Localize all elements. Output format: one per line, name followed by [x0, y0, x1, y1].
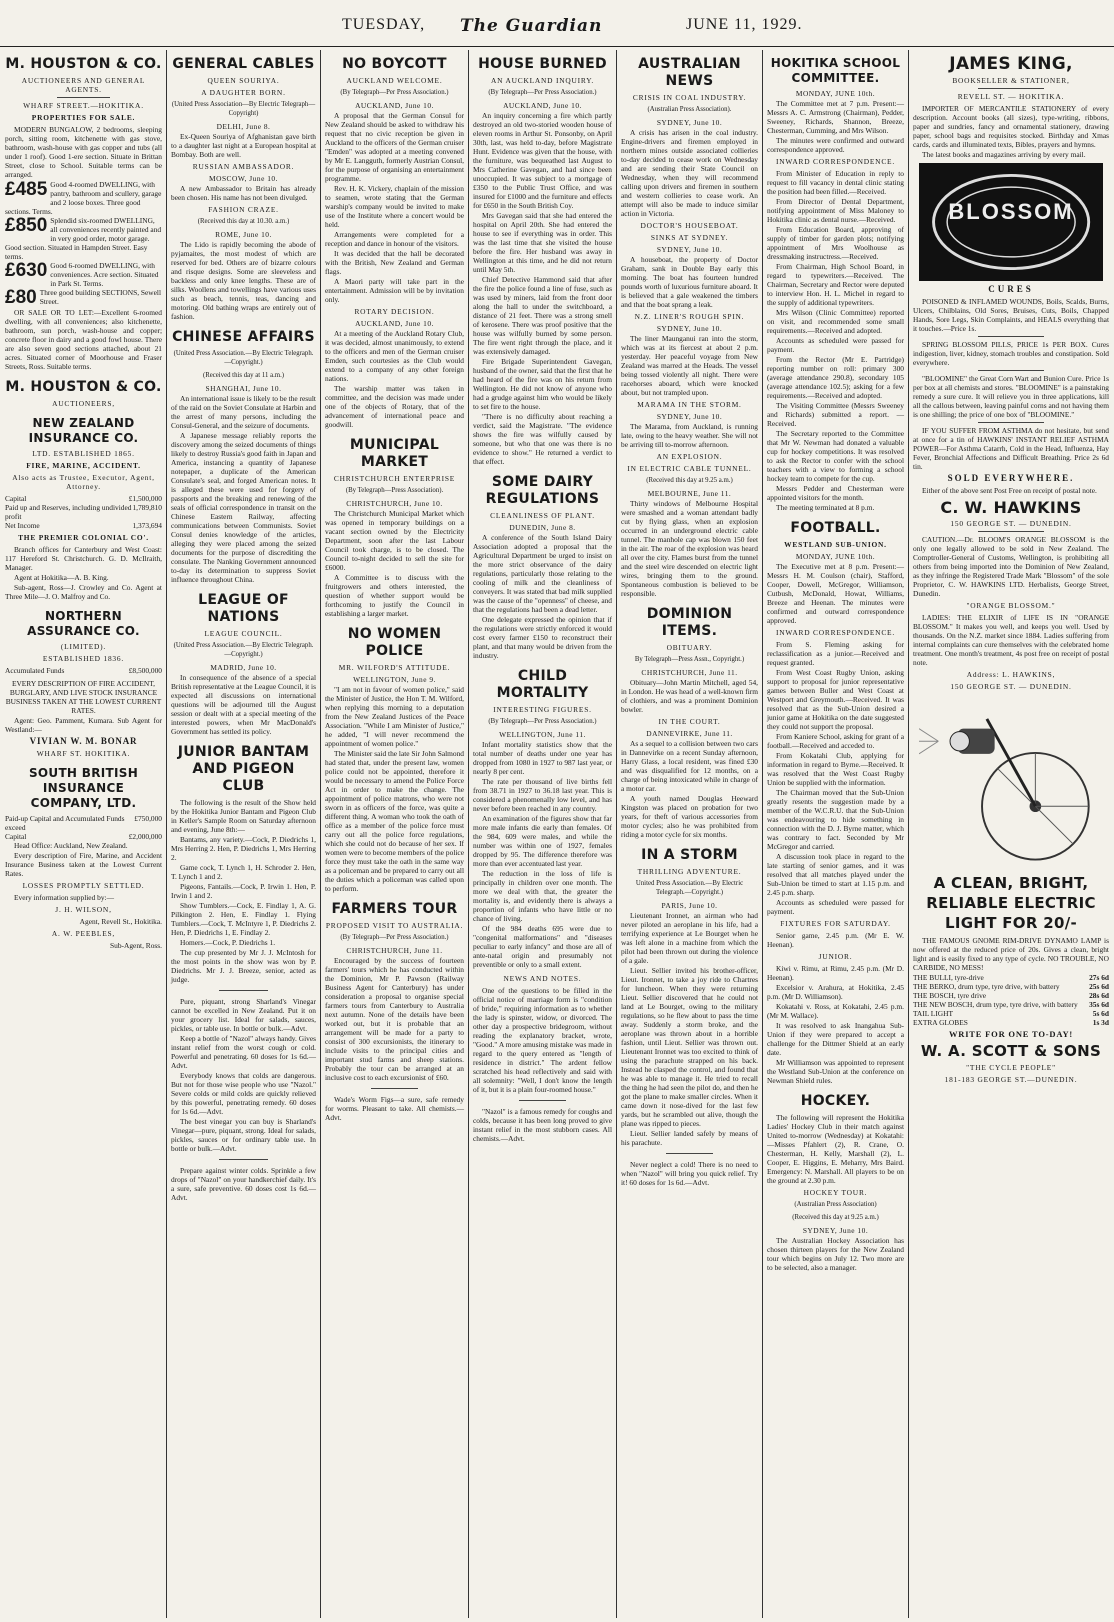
article-paragraph: Obituary—John Martin Mitchell, aged 54, in London. He was head of a well-known firm of clothiers, and was a prominent Dominion bowler.: [621, 678, 758, 714]
article-subheading: RUSSIAN AMBASSADOR.: [192, 162, 295, 171]
article-paragraph: As a sequel to a collision between two cars in Dannevirke on a recent Sunday afternoon, Harry Glass, a local resident, was fined £30 and was disqualified for 12 months, on a charge of being intoxicated while in charge of a motor car.: [621, 739, 758, 793]
credit-line: (Received this day at 9.25 a.m.): [646, 477, 733, 484]
property-price: £80: [5, 287, 37, 308]
price-row: THE BERKO, drum type, tyre drive, with battery 25s 6d: [913, 982, 1109, 991]
advert-paragraph: IMPORTER OF MERCANTILE STATIONERY of every description. Account books (all sizes), type-writing, ribbons, paper and sundries, fancy and ornamental stationery, drawing paper, school bags and requisites stocked. Birthday and Xmas cards, cards and illuminated texts, Bibles, prayers and hymns.: [913, 104, 1109, 149]
dateline: WELLINGTON, June 11.: [499, 730, 586, 739]
article-heading: DOMINION ITEMS.: [646, 606, 733, 639]
article-paragraph: A youth named Douglas Heeward Kingston was placed on probation for two years, for theft of various accessories from motor cycles; also he was prohibited from riding a motor cycle for six months.: [621, 794, 758, 839]
dateline: SHANGHAI, June 10.: [205, 384, 282, 393]
scott-tagline: "THE CYCLE PEOPLE": [966, 1063, 1056, 1072]
advert-paragraph: "Nazol" is a famous remedy for coughs and colds, because it has been long proved to give instant relief in the most stubborn cases. All chemists.—Advt.: [473, 1107, 612, 1143]
article-paragraph: At a meeting of the Auckland Rotary Club, it was decided, almost unanimously, to extend to the officers and men of the German cruiser Emden, such courtesies as the Club would extend to a company of any other foreign nations.: [325, 329, 464, 383]
credit-line: (By Telegraph—Per Press Association.): [340, 89, 449, 96]
advert-paragraph: THE FAMOUS GNOME RIM-DRIVE DYNAMO LAMP is now offered at the reduced price of 20s. Gives a clean, bright light and is easily fixed to any type of cycle. NO TROUBLE, NO CARBIDE, NO MESS!: [913, 936, 1109, 972]
article-subheading: LEAGUE COUNCIL.: [204, 629, 283, 638]
article-paragraph: Mr Williamson was appointed to represent the Westland Sub-Union at the conference on Newman Shield rules.: [767, 1058, 904, 1085]
article-paragraph: Messrs Pedder and Chesterman were appointed visitors for the month.: [767, 484, 904, 502]
article-heading: NO BOYCOTT: [342, 56, 447, 72]
article-paragraph: Kokatahi v. Ross, at Kokatahi, 2.45 p.m. (Mr M. Wallace).: [767, 1002, 904, 1020]
credit-line: (Australian Press Association).: [647, 106, 732, 113]
column-3: [322, 52, 467, 1617]
article-subheading: WESTLAND SUB-UNION.: [784, 540, 887, 549]
hawkins-contact: Address: L. HAWKINS,: [966, 670, 1056, 679]
orange-blossom-title: "ORANGE BLOSSOM.": [966, 601, 1056, 610]
northern-assurance-heading: NORTHERN ASSURANCE CO.: [27, 609, 140, 638]
finance-row: Paid-up Capital and Accumulated Funds exceed £750,000: [5, 814, 162, 832]
article-paragraph: Infant mortality statistics show that the total number of deaths under one year has dropped from 1080 in 1927 to 987 last year, or nearly 8 per cent.: [473, 740, 612, 776]
dateline: DELHI, June 8.: [216, 122, 271, 131]
advert-paragraph: Never neglect a cold! There is no need to when "Nazol" will bring you quick relief. Try it! 60 doses for 1s 6d.—Advt.: [621, 1160, 758, 1187]
article-subheading: THRILLING ADVENTURE.: [637, 867, 742, 876]
article-paragraph: A discussion took place in regard to the late starting of senior games, and it was resolved that all matches played under the Sub-Union be timed to start at 1.15 p.m. and 2.45 p.m. sharp.: [767, 852, 904, 897]
credit-line: (Received this day at 11 a.m.): [202, 372, 285, 379]
scott-heading: W. A. SCOTT & SONS: [920, 1042, 1102, 1060]
nz-insurance-lines: FIRE, MARINE, ACCIDENT.: [26, 461, 141, 470]
article-subheading: MR. WILFORD'S ATTITUDE.: [338, 663, 451, 672]
king-trade: BOOKSELLER & STATIONER,: [952, 76, 1070, 85]
article-paragraph: An inquiry concerning a fire which partly destroyed an old two-storied wooden house of eleven rooms in Arthur St. Ponsonby, on April 30th, last, was held to-day, before Magistrate Hunt. Evidence was given that the house, with the furniture, was bequeathed last August to Mrs Catherine Gavegan, and had since been unoccupied. It was subject to a mortgage of £350 to the Public Trust Office, and was insured for £1000 and the furniture and effects for £650 in the South British Coy.: [473, 111, 612, 210]
article-subheading: INWARD CORRESPONDENCE.: [775, 157, 896, 166]
blossom-logo: [919, 163, 1103, 281]
article-paragraph: Encouraged by the success of fourteen farmers' tours which he has conducted within the Dominion, Mr P. Pawson (Railway Business Agent for Canterbury) has under consideration a proposal to organise special farmers tours from Canterbury to Australia next autumn. None of the details have been worked out, but it is probable that an arrangement will be made for a party to consist of 300 excursionists, the itinerary to include visits to the principal cities and important stud farms and sheep stations. Probably the tour can be arranged at an inclusive cost to each excursionist of £60.: [325, 956, 464, 1082]
article-paragraph: From S. Fleming asking for reclassification as a junior.—Received and request granted.: [767, 640, 904, 667]
article-paragraph: Kiwi v. Rimu, at Rimu, 2.45 p.m. (Mr D. Heenan).: [767, 964, 904, 982]
article-heading: FOOTBALL.: [790, 520, 881, 536]
houston-heading: M. HOUSTON & CO.: [5, 379, 162, 395]
advert-paragraph: SPRING BLOSSOM PILLS, PRICE 1s PER BOX. Cures indigestion, liver, kidney, stomach troubles and constipation. Sold everywhere.: [913, 340, 1109, 367]
electric-light-heading: A CLEAN, BRIGHT, RELIABLE ELECTRIC LIGHT FOR 20/-: [926, 874, 1096, 932]
article-subheading: HOCKEY TOUR.: [803, 1188, 868, 1197]
article-paragraph: From Education Board, approving of supply of timber for garden plots; notifying appointment of Mrs Woolhouse as dressmaking instructress.—Received.: [767, 225, 904, 261]
article-heading: NO WOMEN POLICE: [347, 626, 442, 659]
article-subheading: FASHION CRAZE.: [208, 205, 279, 214]
dateline: MOSCOW, June 10.: [209, 174, 278, 183]
houston-subtitle: AUCTIONEERS AND GENERAL AGENTS.: [21, 76, 146, 94]
property-listing: MODERN BUNGALOW, 2 bedrooms, sleeping porch, sitting room, kitchenette with gas stove, bathroom, wash-house with gas copper and tubs (all under 1 roof). Good 1-ere section. Situate in Brittan Street, close to School. Suitable terms can be arranged.: [5, 125, 162, 179]
article-paragraph: Thirty windows of Melbourne Hospital were smashed and a woman attendant badly cut by flying glass, when an explosion occurred in an underground electric cable tunnel. The manhole cap was blown 150 feet in the air. The roar of the explosion was heard all over the city. Flames burst from the tunnel and the steel wire descended on electric light wires, bringing them to the ground. Spontaneous combustion is believed to be responsible.: [621, 499, 758, 598]
credit-line: United Press Association.—By Electric Telegraph.—Copyright.): [635, 880, 744, 896]
article-heading: IN A STORM: [641, 847, 738, 863]
article-subheading: FIXTURES FOR SATURDAY.: [780, 919, 891, 928]
article-paragraph: Fire Brigade Superintendent Gavegan, husband of the owner, said that the first that he had heard of the fire was on his return from Wellington. He did not know of anyone who had a grudge against him who would be likely to set fire to the house.: [473, 357, 612, 411]
article-paragraph: Of the 984 deaths 695 were due to "congenital malformations" and "diseases peculiar to early infancy" and those are all of ante-natal origin and presumably not preventible or only to a small extent.: [473, 924, 612, 969]
article-paragraph: The Christchurch Municipal Market which was opened in temporary buildings on a vacant section owned by the Electricity Department, soon after the last Labour Council took charge, is to be closed. The Council to-night decided to sell the site for £6000.: [325, 509, 464, 572]
advert-paragraph: POISONED & INFLAMED WOUNDS, Boils, Scalds, Burns, Ulcers, Chilblains, Old Sores, Bruises, Cuts, Boils, Chapped Hands, Sore Legs, Skin Complaints, and HEALS everything that it touches.—Price 1s.: [913, 297, 1109, 333]
article-paragraph: The rate per thousand of live births fell from 38.71 in 1927 to 36.18 last year. This is considered a phenomenally low level, and has never before been reached in any country.: [473, 777, 612, 813]
dateline: CHRISTCHURCH, June 11.: [346, 946, 443, 955]
article-paragraph: The Lido is rapidly becoming the abode of pyjamaites, the most modest of which are reserved for bed. Others are of bizarre colours and risque designs. Some are sleeveless and backless and only knee lengths. These are of silks. Woollens and towellings have various uses such as beach, tennis, teas, dancing and motoring. Old bathing wraps are entirely out of fashion.: [171, 240, 316, 321]
king-heading: JAMES KING,: [949, 54, 1073, 74]
premier-colonial: THE PREMIER COLONIAL CO'.: [18, 533, 149, 542]
masthead-date: JUNE 11, 1929.: [686, 16, 803, 33]
dateline: MELBOURNE, June 11.: [647, 489, 732, 498]
article-paragraph: In consequence of the absence of a special British representative at the League Council, it is expected all discussions on international questions will be adjourned till the August session or dealt with at a special meeting of the interested powers, when Mr MacDonald's Government has settled its policy.: [171, 673, 316, 736]
agent-line: Agent at Hokitika—A. B. King.: [14, 573, 109, 582]
column-7: [910, 52, 1112, 1617]
article-paragraph: An examination of the figures show that far more male infants die early than females. Of the 984, 609 were males, and while the number was within one of 1927, females dropped by 95. The difference therefore was more than ever accentuated last year.: [473, 814, 612, 868]
article-paragraph: A houseboat, the property of Doctor Graham, sank in Double Bay early this morning. The boat has fourteen hundred pounds worth of luxurious furniture aboard. It is believed that a gale weakened the timbers and that the boat sprang a leak.: [621, 255, 758, 309]
dateline: CHRISTCHURCH, June 11.: [641, 668, 738, 677]
article-subheading: AN AUCKLAND INQUIRY.: [490, 76, 595, 85]
dateline: AUCKLAND, June 10.: [355, 319, 434, 328]
article-paragraph: The Committee met at 7 p.m. Present:—Messrs A. C. Armstrong (Chairman), Pedder, Sweeney, Richards, Shannon, Breeze, Chesterman, Cumming, and Mrs Wilson.: [767, 99, 904, 135]
advert-paragraph: Keep a bottle of "Nazol" always handy. Gives instant relief from the worst cough or cold. Powerful and penetrating. 60 doses for 1s 6d.—Advt.: [171, 1034, 316, 1070]
article-paragraph: "I am not in favour of women police," said the Minister of Justice, the Hon T. M. Wilford, when replying this morning to a deputation from the New Zealand Justices of the Peace Association. "While I am Minister of Justice," he added, "I will never recommend the appointment of women police.": [325, 685, 464, 748]
article-subheading: OBITUARY.: [666, 643, 713, 652]
dateline: SYDNEY, June 10.: [656, 412, 723, 421]
bonar-address: WHARF ST. HOKITIKA.: [36, 749, 131, 758]
article-subheading: IN THE COURT.: [658, 717, 721, 726]
price-row: THE BULLI, tyre-drive 27s 6d: [913, 973, 1109, 982]
price-row: EXTRA GLOBES 1s 3d: [913, 1018, 1109, 1027]
article-paragraph: Show Tumblers.—Cock, E. Findlay 1, A. G. Pilkington 2. Hen, E. Findlay 1. Flying Tumblers.—Cock, T. McIntyre 1, P. Diedrichs 2. Hen, P. Diedrichs 1, E. Findlay 2.: [171, 901, 316, 937]
article-paragraph: The liner Maunganui ran into the storm, which was at its fiercest at about 2 p.m. yesterday. Her peaceful voyage from New Zealand was marred at the Heads. The vessel being tossed violently all night. There were racehorses aboard, which were knocked about, but not trampled upon.: [621, 334, 758, 397]
credit-line: (United Press Association.—By Electric Telegraph.—Copyright.): [173, 642, 314, 658]
dateline: DUNEDIN, June 8.: [509, 523, 576, 532]
write-today: WRITE FOR ONE TO-DAY!: [948, 1029, 1074, 1039]
article-paragraph: It was resolved to ask Inangahua Sub-Union if they were prepared to accept a challenge for the Dittmer Shield at an early date.: [767, 1021, 904, 1057]
credit-line: (Received this day at 10.30. a.m.): [197, 218, 290, 225]
article-heading: HOCKEY.: [800, 1093, 871, 1109]
peebles-name: A. W. PEEBLES,: [51, 929, 116, 938]
article-paragraph: Arrangements were completed for a reception and dance in honour of the visitors.: [325, 230, 464, 248]
finance-row: Accumulated Funds £8,500,000: [5, 666, 162, 675]
price-row: THE NEW BOSCH, drum type, tyre drive, with battery 35s 6d: [913, 1000, 1109, 1009]
finance-row: Net Income 1,373,694: [5, 521, 162, 530]
bonar-name: VIVIAN W. M. BONAR: [29, 736, 138, 746]
article-paragraph: The warship matter was taken in committee, and the decision was made under one of the objects of Rotary, that of the advancement of international peace and goodwill.: [325, 384, 464, 429]
article-paragraph: Lieutenant Ironnet, an airman who had never piloted an aeroplane in his life, had a terrifying experience at Le Bourget when he was left alone in a machine from which the pilot had been thrown out during the violence of a gale.: [621, 911, 758, 965]
article-paragraph: Lieut. Sellier landed safely by means of his parachute.: [621, 1129, 758, 1147]
property-price: £850: [5, 215, 48, 236]
article-paragraph: Accounts as scheduled were passed for payment.: [767, 336, 904, 354]
article-paragraph: One of the questions to be filled in the official notice of marriage form is "condition of bride," requiring information as to whether the lady is spinster, widow, or divorced. The other day a prospective bridegroom, without reading the explanatory bracket, wrote, "Good." A more amusing mistake was made in regard to the query entered as "length of residence in district." The ardent fellow scratched his head reflectively and said with all solemnity: "Well, I don't know the length of it, but it is a plain four-roomed house.": [473, 986, 612, 1094]
scott-address: 181-183 GEORGE ST.—DUNEDIN.: [944, 1075, 1078, 1084]
agent-line: Agent: Geo. Pamment, Kumara. Sub Agent for Westland:—: [5, 716, 162, 734]
advert-paragraph: Everybody knows that colds are dangerous. But not for those wise people who use "Nazol." Severe colds or mild colds are quickly relieved by this powerful, penetrating remedy. 60 doses for 1s 6d.—Advt.: [171, 1071, 316, 1116]
article-paragraph: A crisis has arisen in the coal industry. Engine-drivers and firemen employed in northern mines outside associated collieries to-day decided to cease work on Wednesday and are sending their State Council on Wednesday, when they will recommend calling upon drivers and firemen in southern and western collieries to cease work. An attempt will also be made to induce similar action in Victoria.: [621, 128, 758, 218]
article-paragraph: Bantams, any variety.—Cock, P. Diedrichs 1, Mrs Herring 2. Hen, P. Diedrichs 1, Mrs Herring 2.: [171, 835, 316, 862]
south-british-business: Every description of Fire, Marine, and Accident Insurance Business taken at the Lowest Current Rates.: [5, 851, 162, 878]
article-paragraph: The minutes were confirmed and outward correspondence approved.: [767, 136, 904, 154]
houston-address: WHARF STREET.—HOKITIKA.: [23, 101, 144, 110]
property-price: £630: [5, 260, 48, 281]
branch-offices: Branch offices for Canterbury and West Coast: 117 Hereford St. Christchurch. G. D. McIlraith, Manager.: [5, 545, 162, 572]
dateline: SYDNEY, June 10.: [656, 245, 723, 254]
wilson-address: Agent, Revell St., Hokitika.: [79, 917, 162, 926]
article-subheading: CLEANLINESS OF PLANT.: [490, 511, 595, 520]
article-paragraph: Ex-Queen Souriya of Afghanistan gave birth to a daughter last night at a European hospital at Bombay. Both are well.: [171, 132, 316, 159]
article-paragraph: From Director of Dental Department, notifying appointment of Miss Maloney to Hokitika clinic as dental nurse.—Received.: [767, 197, 904, 224]
nz-insurance-heading: NEW ZEALAND INSURANCE CO.: [28, 416, 139, 445]
article-heading: CHILD MORTALITY: [496, 668, 589, 701]
northern-business: EVERY DESCRIPTION OF FIRE ACCIDENT, BURGLARY, AND LIVE STOCK INSURANCE BUSINESS TAKEN AT THE LOWEST CURRENT RATES.: [5, 679, 162, 715]
hawkins-contact-address: 150 GEORGE ST. — DUNEDIN.: [950, 682, 1072, 691]
properties-heading: PROPERTIES FOR SALE.: [31, 113, 136, 122]
article-paragraph: An international issue is likely to be the result of the raid on the Soviet Consulate at Harbin and the arrest of many persons, including the Consul-General, and the seizure of documents.: [171, 394, 316, 430]
peebles-address: Sub-Agent, Ross.: [110, 941, 162, 950]
article-heading: GENERAL CABLES: [172, 56, 315, 72]
article-subheading: QUEEN SOURIYA.: [207, 76, 280, 85]
article-paragraph: The Executive met at 8 p.m. Present:—Messrs H. M. Coulson (chair), Stafford, Cooper, Dowell, McGregor, Williamson, Cutbush, McDonald, Howat, Williams, Breeze and Heenan. The minutes were confirmed and outward correspondence approved.: [767, 562, 904, 625]
article-paragraph: The Marama, from Auckland, is running late, owing to the heavy weather. She will not be arriving till to-morrow afternoon.: [621, 422, 758, 449]
column-6: [764, 52, 907, 1617]
dateline: AUCKLAND, June 10.: [503, 101, 582, 110]
article-paragraph: Excelsior v. Arahura, at Hokitika, 2.45 p.m. (Mr D. Williamson).: [767, 983, 904, 1001]
article-paragraph: Rev. H. K. Vickery, chaplain of the mission to seamen, wrote stating that the German warship's company would be invited to make use of the Institute where a concert would be held.: [325, 184, 464, 229]
dateline: MONDAY, JUNE 10th.: [795, 552, 876, 561]
article-heading: LEAGUE OF NATIONS: [198, 592, 289, 625]
dateline: PARIS, June 10.: [661, 901, 718, 910]
article-paragraph: Mrs Gavegan said that she had entered the hospital on April 20th. She had entered the house to see if everything was in order. This was the last time that she visited the house before the fire. Her husband was away in Wellington at this time, and he did not return until May 5th.: [473, 211, 612, 274]
property-listing: £485 Good 4-roomed DWELLING, with pantry, bathroom and scullery, garage and 2 loose boxes. Three good sections. Terms.: [5, 179, 162, 216]
article-subheading: NEWS AND NOTES.: [503, 974, 582, 983]
dateline: ROME, June 10.: [215, 230, 272, 239]
article-subheading: ROTARY DECISION.: [354, 307, 435, 316]
wilson-name: J. H. WILSON,: [55, 905, 112, 914]
article-paragraph: A conference of the South Island Dairy Association adopted a proposal that the Agricultural Department be urged to insist on the more strict observance of the dairy regulations, particularly those relating to the cooling of milk and the cleanliness of conveyers. It was stated that bad milk supplied was the cause of the "openness" of cheese, and that the regulations had been a dead letter.: [473, 533, 612, 614]
credit-line: (United Press Association.—By Electric Telegraph.—Copyright.): [173, 350, 314, 366]
article-paragraph: "There is no difficulty about reaching a verdict, said the Magistrate. "The evidence shows the fire was wilfully caused by someone, but who that one was there is no evidence to show." He returned a verdict to that effect.: [473, 412, 612, 466]
dateline: CHRISTCHURCH, June 10.: [346, 499, 443, 508]
column-4: [470, 52, 615, 1617]
article-paragraph: The meeting terminated at 8 p.m.: [776, 503, 875, 512]
advert-paragraph: The latest books and magazines arriving by every mail.: [922, 150, 1086, 159]
article-paragraph: A Committee is to discuss with the fruitgrowers and others interested, the question of whether support would be forthcoming to justify the Council in establishing a larger market.: [325, 573, 464, 618]
article-subheading: N.Z. LINER'S ROUGH SPIN.: [634, 312, 745, 321]
houston-subtitle: AUCTIONEERS,: [52, 399, 115, 408]
blossom-logo-text: BLOSSOM: [948, 199, 1074, 224]
article-paragraph: Lieut. Sellier invited his brother-officer, Lieut. Ironnet, to take a joy ride to Chartres for luncheon. When they were returning Lieut. Sellier discovered that he could not land at Le Bourget, owing to the military regulations, so he flew about to pass the time away. Suddenly a storm broke, and the aeroplane was thrown about in a horrible fashion, until Lieut. Sellier was thrown out. Lieutenant Ironnet was too excited to think of using the parachute strapped on his back. Instead he clasped the control, and found that he was able to manage it. He tried to recall the thing he had seen the pilot do, and then he got the plane to make smaller circles. When it came down it nose-dived for the last few yards, but he scrambled out alive, though the plane was ripped to pieces.: [621, 966, 758, 1128]
dateline: MADRID, June 10.: [210, 663, 277, 672]
credit-line: By Telegraph—Press Assn., Copyright.): [634, 656, 745, 663]
dateline: SYDNEY, June 10.: [802, 1226, 869, 1235]
article-paragraph: It was decided that the hall be decorated with the British, New Zealand and German flags.: [325, 249, 464, 276]
article-subheading: CHRISTCHURCH ENTERPRISE: [333, 474, 456, 483]
advert-paragraph: The best vinegar you can buy is Sharland's Vinegar—pure, piquant, strong. Ideal for salads, pickles, sauces or for ordinary table use. In bottle or bulk.—Advt.: [171, 1117, 316, 1153]
losses-settled: LOSSES PROMPTLY SETTLED.: [22, 881, 145, 890]
article-subheading: INTERESTING FIGURES.: [493, 705, 592, 714]
article-subheading: AUCKLAND WELCOME.: [346, 76, 443, 85]
credit-line: (By Telegraph—Per Press Association.): [488, 89, 597, 96]
article-paragraph: From West Coast Rugby Union, asking support to proposal for junior representative games between Buller and West Coast at Westport and Greymouth.—Received. It was resolved that as the Sub-Union desired a junior game at Hokitika on the date suggested they could not support the proposal.: [767, 668, 904, 731]
credit-line: (By Telegraph—Press Association).: [345, 487, 444, 494]
king-address: REVELL ST. — HOKITIKA.: [957, 92, 1065, 101]
credit-line: (By Telegraph—Per Press Association.): [340, 934, 449, 941]
advert-paragraph: "BLOOMINE" the Great Corn Wart and Bunion Cure. Price 1s per box at all chemists and stores. "BLOOMINE" is a painstaking remedy a sure cure. It will relieve you in three applications, kill all the callous between, leaving painful corns and not having them is one shilling; the price of one box of "BLOOMINE.": [913, 374, 1109, 419]
article-subheading: JUNIOR.: [818, 952, 853, 961]
article-paragraph: The Visiting Committee (Messrs Sweeney and Richards) submitted a report. —Received.: [767, 401, 904, 428]
article-paragraph: One delegate expressed the opinion that if the regulations were strictly enforced it would cost every farmer £150 to reconstruct their plant, and that many would be driven from the industry.: [473, 615, 612, 660]
nz-insurance-roles: Also acts as Trustee, Executor, Agent, Attorney.: [12, 473, 155, 491]
property-listing: OR SALE OR TO LET:—Excellent 6-roomed dwelling, with all conveniences; also kitchenette, bathroom, sun porch, wash-house and copper; concrete floor in dairy and a good fowl house. There are also seven good sections attached, about 21 acres. Situated corner of Moorhouse and Fraser Streets, Ross. Suitable terms.: [5, 308, 162, 371]
price-row: TAIL LIGHT 5s 6d: [913, 1009, 1109, 1018]
head-office: Head Office: Auckland, New Zealand.: [14, 841, 128, 850]
column-rule: [762, 50, 763, 1618]
article-heading: HOKITIKA SCHOOL COMMITTEE.: [770, 56, 901, 85]
article-subheading: AN EXPLOSION.: [656, 452, 723, 461]
finance-row: Capital £2,000,000: [5, 832, 162, 841]
credit-line: (United Press Association—By Electric Telegraph—Copyright): [171, 101, 316, 117]
column-1: [2, 52, 165, 1617]
article-paragraph: From Minister of Education in reply to request to fill vacancy in dental clinic stating the position had been filled.—Received.: [767, 169, 904, 196]
article-heading: JUNIOR BANTAM AND PIGEON CLUB: [177, 744, 310, 794]
column-5: [618, 52, 761, 1617]
sold-everywhere: SOLD EVERYWHERE.: [947, 473, 1075, 483]
dateline: DANNEVIRKE, June 11.: [646, 729, 733, 738]
article-subheading: DOCTOR'S HOUSEBOAT.: [640, 221, 739, 230]
agent-line: Sub-agent, Ross—J. Crowley and Co. Agent at Three Mile—J. O. Malfroy and Co.: [5, 583, 162, 601]
article-subheading: PROPOSED VISIT TO AUSTRALIA.: [325, 921, 464, 930]
northern-limited: (LIMITED).: [60, 642, 107, 651]
column-rule: [166, 50, 167, 1618]
advert-paragraph: LADIES: THE ELIXIR of LIFE IS IN "ORANGE BLOSSOM." It makes you well, and keeps you well. Used by thousands. On the N.Z. market since 1884. Ladies suffering from internal complaints can cure themselves with the celebrated home treatment. One month's treatment, 4s post free on receipt of postal note.: [913, 613, 1109, 667]
nz-insurance-established: LTD. ESTABLISHED 1865.: [32, 449, 135, 458]
cures-heading: CURES: [988, 284, 1034, 294]
article-paragraph: Pigeons, Fantails.—Cock, P. Irwin 1. Hen, P. Irwin 1 and 2.: [171, 882, 316, 900]
dateline: SYDNEY, June 10.: [656, 118, 723, 127]
article-paragraph: The reduction in the loss of life is principally in children over one month. The more we deal with that, the greater the mortality is, and evidently there is always a proportion of infants who have little or no chance of living.: [473, 869, 612, 923]
credit-line: (Australian Press Association): [794, 1201, 877, 1208]
article-subheading: A DAUGHTER BORN.: [201, 88, 286, 97]
south-british-heading: SOUTH BRITISH INSURANCE COMPANY, LTD.: [28, 766, 139, 810]
article-paragraph: The Chairman moved that the Sub-Union greatly resents the suggestion made by a member of the W.C.R.U. that the Sub-Union was endeavouring to hide something in connection with the D. J. Byrne matter, which was contrary to fact. Seconded by Mr McGregor and carried.: [767, 788, 904, 851]
finance-row: Capital £1,500,000: [5, 494, 162, 503]
masthead-title: The Guardian: [460, 16, 603, 36]
article-paragraph: Accounts as scheduled were passed for payment.: [767, 898, 904, 916]
article-paragraph: The Minister said the late Sir John Salmond had stated that, under the present law, women police could not be appointed, therefore it would be necessary to amend the Police Force Act in order to make the change. The appointment of police matrons, who were not sworn in as officers of the force, was quite a different thing. A woman who took the oath of office as a member of the police force must carry out all the police force regulations, which she could not do because of her sex. If women were to become members of the police force they must take the oath in the same way as a policeman and be prepared to carry out all the duties which a policeman was called upon to perform.: [325, 749, 464, 893]
article-paragraph: A new Ambassador to Britain has already been chosen. His name has not been divulged.: [171, 184, 316, 202]
property-listing: £630 Good 6-roomed DWELLING, with conveniences. Acre section. Situated in Park St. Terms.: [5, 260, 159, 288]
article-paragraph: Chief Detective Hammond said that after the fire the police found a line of fuse, such as was used by miners, laid from the front door along the hall to under the switchboard, a distance of 21 feet. There was a strong smell of kerosene. There was proof positive that the house was wilfully burned by some person. The fire went right through the place, and it was extensively damaged.: [473, 275, 612, 356]
column-rule: [908, 50, 909, 1618]
column-rule: [468, 50, 469, 1618]
masthead-day: TUESDAY,: [342, 16, 426, 33]
article-heading: MUNICIPAL MARKET: [349, 437, 440, 470]
advert-paragraph: Wade's Worm Figs—a sure, safe remedy for worms. Pleasant to take. All chemists.—Advt.: [325, 1095, 464, 1122]
property-listing: £850 Splendid six-roomed DWELLING, all conveniences recently painted and in very good order, motor garage. Good section. Situated in Hampden Street. Easy terms.: [5, 215, 162, 261]
article-heading: AUSTRALIAN NEWS: [638, 56, 741, 89]
advert-paragraph: CAUTION.—Dr. BLOOM'S ORANGE BLOSSOM is the only one legally allowed to be sold in New Zealand. The Comptroller-General of Customs, Wellington, is prohibiting all others from being imported into the Dominion of New Zealand, as they infringe the Registered Trade Mark "Blossom" of the sole Proprietor, C. W. HAWKINS LTD. Herbalists, George Street, Dunedin.: [913, 535, 1109, 598]
article-paragraph: A Japanese message reliably reports the discovery among the seized documents of things likely to destroy Russia's good faith in Japan and America, instancing a quantity of Japanese notepaper, a duplicate of the American Consulate's seal, and forged American notes. It is alleged these were used for forgery of passports and the breaking and renewing of the seals of official correspondence in transit on the Chinese Eastern Railway, affecting communications between Communists. Soviet Consul denies knowledge of the articles, alleging they were placed among the seized documents for the purpose of discrediting the consulate. The Nanking Government announced to-day its determination to suppress Soviet influence throughout China.: [171, 431, 316, 584]
article-paragraph: From Kaniere School, asking for grant of a football.—Received and acceded to.: [767, 732, 904, 750]
article-paragraph: Game cock, T. Lynch 1, H. Schroder 2. Hen, T. Lynch 1 and 2.: [171, 863, 316, 881]
article-paragraph: The cup presented by Mr J. J. McIntosh for the most points in the show was won by P. Diedrichs. Mr J. J. Breeze, senior, acted as judge.: [171, 948, 316, 984]
article-subheading: INWARD CORRESPONDENCE.: [775, 628, 896, 637]
article-paragraph: From Chairman, High School Board, in regard to typewriters.—Received. The Chairman, Secretary and Rector were deputed to interview Hon. H. L. Michel in regard to the supply of additional typewriters.: [767, 262, 904, 307]
property-listing: £80 Three good building SECTIONS, Sewell Street.: [5, 287, 162, 308]
advert-paragraph: Prepare against winter colds. Sprinkle a few drops of "Nazol" on your handkerchief daily. It's a sure, safe preventive. 60 doses cost 1s 6d.—Advt.: [171, 1166, 316, 1202]
article-subheading: IN ELECTRIC CABLE TUNNEL.: [627, 464, 752, 473]
dateline: WELLINGTON, June 9.: [353, 675, 436, 684]
article-paragraph: The following will represent the Hokitika Ladies' Hockey Club in their match against United to-morrow (Wednesday) at Kokatahi:—Misses Pfahlert (2), R. Crane, O. Chesterman, H. Kelly, Marshall (2), L. Cooper, E. Higgins, E. Meharry, Mrs Baird. Emergency: N. Marshall. All players to be on the ground at 2.30 p.m.: [767, 1113, 904, 1185]
advert-paragraph: Pure, piquant, strong Sharland's Vinegar cannot be excelled in New Zealand. Put it on your grocery list. Ideal for salads, sauces, pickles, or table use. In bottle or bulk.—Advt.: [171, 997, 316, 1033]
dateline: SYDNEY, June 10.: [656, 324, 723, 333]
hawkins-address: 150 GEORGE ST. — DUNEDIN.: [950, 519, 1072, 528]
hawkins-heading: C. W. HAWKINS: [940, 498, 1082, 517]
finance-row: Paid up and Reserves, including undivided profit 1,789,810: [5, 503, 162, 521]
cycle-lamp-illustration: [919, 697, 1103, 867]
article-paragraph: Homers.—Cock, P. Diedrichs 1.: [180, 938, 276, 947]
article-heading: FARMERS TOUR: [331, 901, 458, 917]
article-heading: SOME DAIRY REGULATIONS: [485, 474, 600, 507]
column-rule: [320, 50, 321, 1618]
article-paragraph: Senior game, 2.45 p.m. (Mr E. W. Heenan).: [767, 931, 904, 949]
masthead: [0, 0, 1114, 47]
article-paragraph: The Australian Hockey Association has chosen thirteen players for the New Zealand tour which begins on July 12. Two more are to be selected, also a manager.: [767, 1236, 904, 1272]
advert-paragraph: IF YOU SUFFER FROM ASTHMA do not hesitate, but send at once for a tin of HAWKINS' INSTANT RELIEF ASTHMA POWER—For Asthma Catarrh, Cold in the Head, Influenza, Hay Fever, Bronchial Affections and Difficult Breathing. Price 2s 6d tin.: [913, 426, 1109, 471]
article-paragraph: The following is the result of the Show held by the Hokitika Junior Bantam and Pigeon Club in Keller's Sample Room on Saturday afternoon and evening, June 8th:—: [171, 798, 316, 834]
dateline: MONDAY, JUNE 10th.: [795, 89, 876, 98]
article-paragraph: The Secretary reported to the Committee that Mr W. Newman had donated a valuable cup for hockey competitions. It was resolved to ask the Rector to confer with the school teachers with a view to forming a school hockey team to compete for the cup.: [767, 429, 904, 483]
article-subheading: SINKS AT SYDNEY.: [650, 233, 729, 242]
info-supplied: Every information supplied by:—: [14, 893, 114, 902]
article-paragraph: Mrs Wilson (Clinic Committee) reported on visit, and recommended some small requirements.—Received and adopted.: [767, 308, 904, 335]
article-subheading: MARAMA IN THE STORM.: [637, 400, 742, 409]
article-paragraph: From the Rector (Mr E. Partridge) reporting number on roll: primary 300 (average attendance 290.8), secondary 105 (average attendance 102.5); asking for a few requirements.—Received and adopted.: [767, 355, 904, 400]
houston-heading: M. HOUSTON & CO.: [5, 56, 162, 72]
article-heading: CHINESE AFFAIRS: [172, 329, 315, 345]
column-2: [168, 52, 319, 1617]
article-paragraph: A Maori party will take part in the entertainment. Admission will be by invitation only.: [325, 277, 464, 304]
credit-line: (Received this day at 9.25 a.m.): [792, 1214, 879, 1221]
dateline: AUCKLAND, June 10.: [355, 101, 434, 110]
article-subheading: CRISIS IN COAL INDUSTRY.: [632, 93, 747, 102]
article-heading: HOUSE BURNED: [478, 56, 607, 72]
northern-established: ESTABLISHED 1836.: [42, 654, 125, 663]
bicycle-lamp-icon: [919, 697, 1103, 867]
property-price: £485: [5, 179, 48, 200]
article-paragraph: From Kokatahi Club, applying for information in regard to Byrne.—Received. It was resolved that the West Coast Rugby Union be supplied with the information.: [767, 751, 904, 787]
price-row: THE BOSCH, tyre drive 28s 6d: [913, 991, 1109, 1000]
column-rule: [616, 50, 617, 1618]
credit-line: (By Telegraph—Per Press Association.): [488, 718, 597, 725]
article-paragraph: A proposal that the German Consul for New Zealand should be asked to withdraw his request that no civic reception be given in Auckland to the officers of the German cruiser "Emden" was adopted at a meeting convened by Mr E. Langguth, formerly Austrian Consul, for the purpose of organising an entertainment programme.: [325, 111, 464, 183]
advert-paragraph: Either of the above sent Post Free on receipt of postal note.: [922, 486, 1097, 495]
